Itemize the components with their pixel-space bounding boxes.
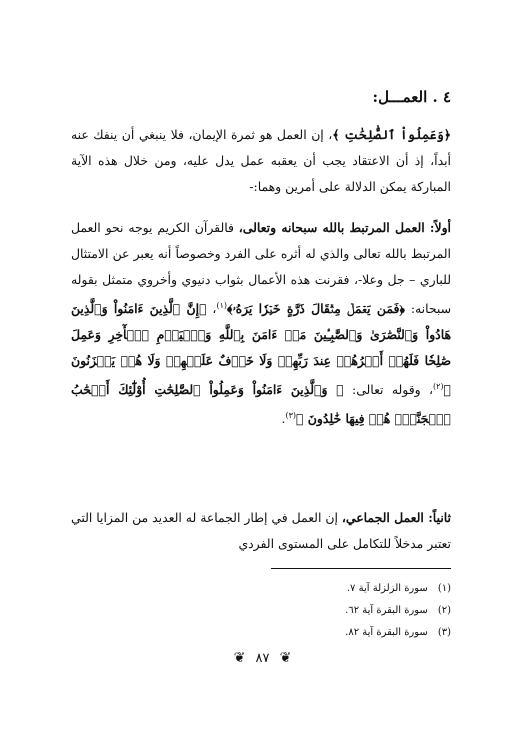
footnote-item [345,600,451,622]
footnote-text: سورة البقرة آية ٨٢. [345,627,428,638]
footnote-ref: (٢) [433,382,444,392]
paragraph-intro [71,122,451,200]
quran-verse: ﴿فَمَن يَعۡمَلۡ مِثۡقَالَ ذَرَّةٍ خَيۡرٗا يَرَهُۥ﴾ [226,301,405,317]
paragraph-text: فالقرآن الكريم يوجه نحو العمل المرتبط بالله تعالى والذي له أثره على الفرد وخصوصاً أنه يعبر عن الامتثال للباري – جل وعلا-، فقرنت هذه الأعمال بثواب دنيوي وأخروي متمثل بقوله سبحانه: [71,220,451,317]
footnotes [345,578,451,644]
footnote-ref: (٣) [285,411,297,421]
footnote-item [345,578,451,600]
paragraph-text: إن العمل في إطار الجماعة له العديد من المزايا التي تعتبر مدخلاً للتكامل على المستوى الفردي [71,510,451,551]
quran-verse: ﴿وَعَمِلُواْ ٱلصَّٰلِحَٰتِ ﴾ [332,127,452,142]
footnote-text: سورة البقرة آية ٦٢. [345,605,428,616]
footnote-ref: (١) [216,301,227,310]
page-number: ٨٧ [255,650,270,666]
point-label: ثانياً: العمل الجماعي، [341,510,451,525]
footnote-text: سورة الزلزلة آية ٧. [346,583,428,594]
ornament-icon: ❦ [233,650,246,666]
separator-text: ، [206,301,217,317]
paragraph-second-point [71,505,451,557]
section-heading: ٤ . العمـــل: [372,88,451,106]
paragraph-first-point [71,215,451,432]
connector-text: ، وقوله تعالى: [343,382,433,398]
footnote-divider [271,568,451,569]
footnote-number: (٢) [437,605,451,616]
end-text: . [281,411,286,427]
quran-verse: ﴿إِنَّ ٱلَّذِينَ ءَامَنُواْ وَٱلَّذِينَ هَادُواْ وَٱلنَّصَٰرَىٰ وَٱلصَّٰبِـِٔينَ مَنۡ ءَامَنَ بِٱللَّهِ وَٱلۡيَوۡمِ ٱلۡأٓخِرِ وَعَمِلَ صَٰلِحٗا فَلَهُمۡ أَجۡرُهُمۡ عِندَ رَبِّهِمۡ وَلَا خَوۡفٌ عَلَيۡهِمۡ وَلَا هُمۡ يَحۡزَنُونَ ﴾ [71,301,451,398]
page-footer [0,650,525,666]
point-label: أولاً: العمل المرتبط بالله سبحانه وتعالى، [238,220,451,235]
footnote-number: (٣) [437,627,451,638]
ornament-icon: ❦ [279,650,292,666]
footnote-number: (١) [437,583,451,594]
paragraph-text: ، إن العمل هو ثمرة الإيمان، فلا ينبغي أن ينفك عنه أبداً، إذ أن الاعتقاد يجب أن يعقبه عمل يدل عليه، ومن خلال هذه الآية المباركة يمكن الدلالة على أمرين وهما:- [71,127,451,194]
footnote-item [345,622,451,644]
quran-verse: ﴿ وَٱلَّذِينَ ءَامَنُواْ وَعَمِلُواْ ٱلصَّٰلِحَٰتِ أُوْلَٰٓئِكَ أَصۡحَٰبُ ٱلۡجَنَّةِۖ هُمۡ فِيهَا خَٰلِدُونَ ﴾ [71,382,451,427]
